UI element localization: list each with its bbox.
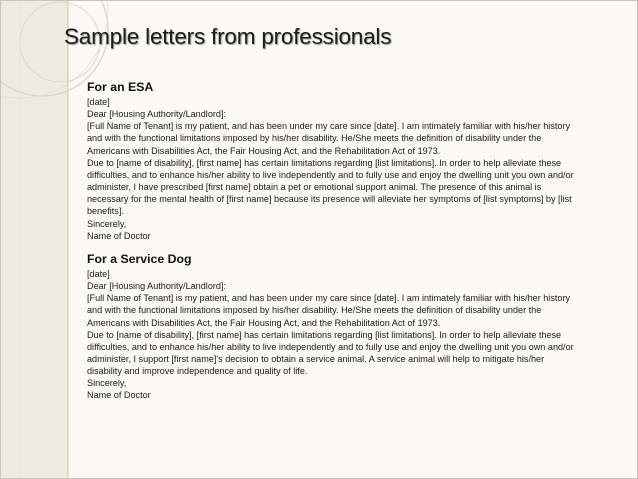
letter-line: Name of Doctor: [87, 390, 151, 401]
letter-line: [date]: [87, 97, 110, 107]
left-band-edge: [67, 0, 69, 479]
letter-line: administer, I support [first name]'s decision to obtain a service animal. A service animal will help to mitigate his/her: [87, 353, 545, 364]
letter-line: [Full Name of Tenant] is my patient, and has been under my care since [date]. I am intimately familiar with his/her history: [87, 293, 571, 304]
letter-line: [date]: [87, 268, 110, 279]
letter-line: administer, I have prescribed [first name] obtain a pet or emotional support animal. The presence of this animal is: [87, 182, 542, 193]
letter-line: benefits].: [87, 206, 124, 217]
slide-title: Sample letters from professionals: [64, 24, 392, 49]
letter-line: necessary for the mental health of [first name] because its presence will alleviate her symptoms of [list symptoms] by [list: [87, 194, 572, 205]
letter-line: [Full Name of Tenant] is my patient, and has been under my care since [date]. I am intimately familiar with his/her history: [87, 121, 571, 132]
service-dog-letter-section: [87, 251, 622, 402]
letter-line: Dear [Housing Authority/Landlord]:: [87, 109, 227, 120]
letter-line: difficulties, and to enhance his/her ability to live independently and to fully use and enjoy the dwelling unit you own and/or: [87, 169, 574, 180]
letter-line: Due to [name of disability], [first name] has certain limitations regarding [list limitations]. In order to help alleviate these: [87, 157, 562, 168]
letter-line: Dear [Housing Authority/Landlord]:: [87, 281, 227, 292]
letter-line: Americans with Disabilities Act, the Fair Housing Act, and the Rehabilitation Act of 1973.: [87, 317, 441, 328]
esa-section-heading: For an ESA: [87, 80, 154, 94]
letter-content: [87, 79, 622, 402]
esa-letter-section: [87, 79, 622, 242]
letter-line: and with the functional limitations imposed by his/her disability. He/She meets the definition of disability under the: [87, 305, 542, 316]
letter-line: Name of Doctor: [87, 230, 151, 241]
service-dog-section-heading: For a Service Dog: [87, 251, 192, 266]
letter-line: difficulties, and to enhance his/her ability to live independently and to fully use and enjoy the dwelling unit you own and/or: [87, 341, 574, 352]
letter-line: Sincerely,: [87, 218, 127, 229]
letter-line: Due to [name of disability], [first name] has certain limitations regarding [list limitations]. In order to help alleviate these: [87, 329, 562, 340]
letter-line: disability and improve independence and quality of life.: [87, 366, 308, 377]
letter-line: Americans with Disabilities Act, the Fair Housing Act, and the Rehabilitation Act of 1973.: [87, 145, 441, 156]
letter-line: and with the functional limitations imposed by his/her disability. He/She meets the definition of disability under the: [87, 133, 542, 144]
letter-line: Sincerely,: [87, 378, 127, 389]
